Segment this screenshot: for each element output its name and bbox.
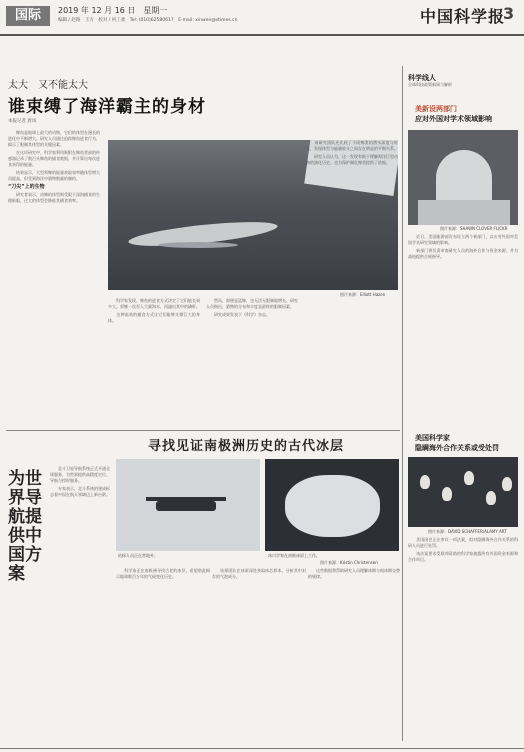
capitol-dome xyxy=(436,150,492,206)
feature-top-rule xyxy=(6,430,400,431)
lead-body-col1: 鲸鱼是地球上最大的动物，它们的体型在漫长的进化中不断增大。研究人员通过追踪鲸鱼进食行为，揭示了限制其体型的关键因素。 在这项研究中，科学家利用吸附在鲸鱼背部的传感器记录了数百头鲸鱼的捕食数据，并计算出每次进食获得的能量。 结果显示，大型须鲸的能量获取效率随体型增大而提高，但受到海洋中猎物数量的制约。 “刀尖”上的生物 研究者表示，齿鲸的体型则受限于深海捕食的生理极限，过大的体型会降低其捕食效率。 xyxy=(8,130,100,203)
lead-body-col3: 然而，即便是蓝鲸，也无法无限制地增长。研究人员指出，猎物的分布和丰度是最终的限制因素。 研究成果发表于《科学》杂志。 xyxy=(206,298,298,317)
page-header xyxy=(0,0,524,30)
lamp xyxy=(464,471,474,485)
caption-right: 冰川学家在南极冰原上工作。 xyxy=(268,553,320,558)
lead-kicker: 太大 又不能太大 xyxy=(8,80,88,91)
lamps-photo xyxy=(408,457,518,527)
whale-wake xyxy=(158,242,238,248)
caption-left: 钻探人员正在营地外。 xyxy=(118,553,158,558)
whale-photo-credit: 图片来源：Elliott Hazen xyxy=(340,292,386,297)
sidebar2-title: 美国科学家 xyxy=(415,434,450,442)
capitol-base xyxy=(418,200,510,225)
feature-left-body: 北斗卫星导航系统正式开通全球服务，为世界提供高精度定位、导航与授时服务。 专家表示，北斗系统的建成标志着中国在航天领域迈上新台阶。 xyxy=(50,466,110,497)
section-tag: 国际 xyxy=(6,6,50,26)
capitol-photo xyxy=(408,130,518,225)
lead-byline: 本报记者 唐凤 xyxy=(8,119,37,124)
editor-line: 编辑 / 赵路 王方 校对 / 何工柔 Tel: (010)62580617 E-mail: xinwen@stimes.cn xyxy=(58,18,238,23)
bottom-rule xyxy=(0,748,524,749)
top-rule xyxy=(0,34,524,36)
ice-sheet-shape xyxy=(285,475,380,537)
masthead: 中国科学报 xyxy=(420,7,506,26)
lamp xyxy=(442,487,452,501)
sidebar-column-sub: 全球科技政策新闻与解析 xyxy=(408,82,452,87)
sidebar-column-title: 科学线人 xyxy=(408,74,436,82)
feature-headline: 寻找见证南极洲历史的古代冰层 xyxy=(148,439,345,454)
plane-body xyxy=(156,501,216,511)
lamp xyxy=(486,491,496,505)
lead-headline: 谁束缚了海洋霸主的身材 xyxy=(8,97,206,117)
sidebar-divider xyxy=(402,66,403,741)
sidebar2-body: 美国国会正在审议一项法案，拟对隐瞒海外合作关系的科研人员进行处罚。 该法案要求受联邦资助的科学家披露所有外国资金来源和合作项目。 xyxy=(408,537,518,562)
ice-sheet-photo xyxy=(265,459,399,551)
page-number: 3 xyxy=(503,4,515,23)
antarctic-camp-photo xyxy=(116,459,260,551)
feature-photo-credit: 图片来源：Kristin Christensen xyxy=(320,560,378,565)
feature-body-col1: 科学家正在南极洲寻找古老的冰层，希望借此揭示地球数百万年的气候变化历史。 xyxy=(116,568,210,579)
feature-body-col2: 钻探团队在冰原深处获取冰芯样本，分析其中封存的气泡成分。 xyxy=(212,568,306,579)
issue-date: 2019 年 12 月 16 日 星期一 xyxy=(58,6,168,15)
lamps-photo-credit: 图片来源：DAVID SCHAFFER/ALAMY ART xyxy=(428,529,507,534)
sidebar-body: 近日，美国能源部宣布设立两个新部门，以应对外国对美国学术研究领域的影响。 新部门将负责审查研究人员的海外合作与资金来源，并为高校提供合规指导。 xyxy=(408,234,518,259)
lead-subhead: “刀尖”上的生物 xyxy=(8,184,45,190)
lamp xyxy=(420,475,430,489)
lead-body-col4: 该研究团队还比较了不同鲸类的潜水深度与时长，发现体型与能量收支之间存在明显的平衡关系。 研究人员认为，这一发现有助于理解海洋巨型动物的演化历史，也为保护濒危鲸类提供了依据。 xyxy=(306,140,398,165)
feature-body-col3: 这些数据将帮助研究人员理解冰期与间冰期交替的规律。 xyxy=(308,568,400,579)
lamp xyxy=(502,477,512,491)
sidebar-headline: 应对外国对学术领域影响 xyxy=(415,115,492,123)
capitol-photo-credit: 图片来源：SHAWN CLOVER FLICKR xyxy=(440,226,508,231)
lead-body-col2: 科学家发现，鲸鱼的进食方式决定了它们能长到多大。须鲸一次吞入大量海水，再滤出其中的磷虾。 这种高效的捕食方式让它们能够支撑巨大的身体。 xyxy=(108,298,200,323)
sidebar2-headline: 隐瞒海外合作关系或受处罚 xyxy=(415,444,499,452)
vertical-title: 为世界导航提供中国方案 xyxy=(8,469,42,584)
sidebar-kicker: 美新设两部门 xyxy=(415,105,457,113)
